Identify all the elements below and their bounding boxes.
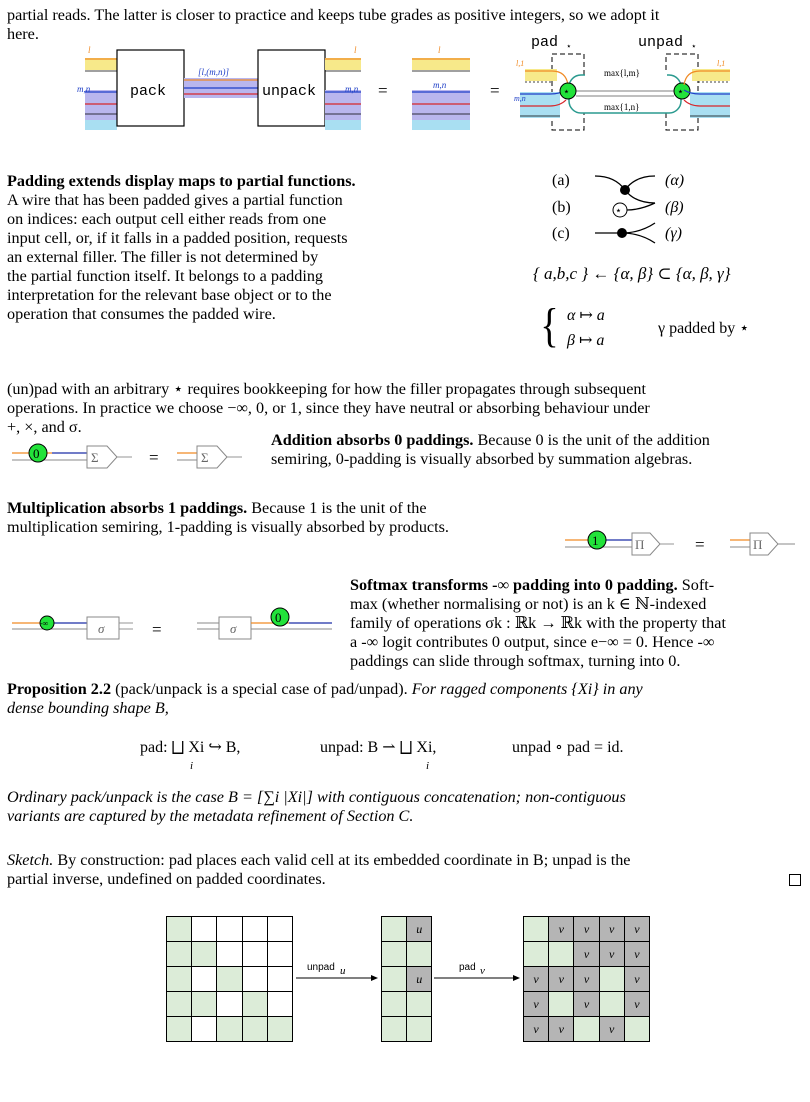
proposition-body-2: dense bounding shape B, [7, 699, 169, 717]
padding-line-3: input cell, or, if it falls in a padded position, requests [7, 229, 348, 247]
grid-cell: v [573, 966, 599, 992]
proposition-label: Proposition 2.2 [7, 680, 112, 698]
grid-cell [191, 916, 217, 942]
unpack-label: unpack [262, 83, 317, 100]
padding-paragraph [7, 172, 390, 324]
svg-text:⋆: ⋆ [563, 86, 570, 98]
grid-cell [573, 1016, 599, 1042]
addition-text [271, 431, 802, 450]
grid-arrows [0, 950, 810, 1010]
padding-heading: Padding extends display maps to partial functions. [7, 172, 356, 190]
max-lm-label: max{l,m} [604, 68, 640, 78]
grid-cell [267, 1016, 293, 1042]
unpad-star-sub: ⋆ [691, 41, 697, 51]
gamma-padded: γ padded by ⋆ [658, 320, 750, 337]
grid-cell: v [573, 916, 599, 942]
softmax-line-3: a -∞ logit contributes 0 output, since e−∞ = 0. Hence -∞ [350, 633, 715, 651]
grid-cell: v [599, 941, 625, 967]
grid-cell: u [406, 916, 432, 942]
intro-line-1: partial reads. The latter is closer to practice and keeps tube grades as positive integers, so we adopt it [7, 6, 660, 24]
middle-lmn-label: [l,(m,n)] [198, 67, 229, 77]
pack-label: pack [130, 83, 167, 100]
unpad-l1-label: l,1 [717, 59, 726, 68]
grid-cell: v [548, 966, 574, 992]
svg-text:⋆: ⋆ [677, 86, 684, 98]
grid-cell [406, 1016, 432, 1042]
grid-cell: v [599, 916, 625, 942]
grid-cell: v [523, 966, 549, 992]
multiplication-diagram [560, 525, 810, 565]
unpack-l-label: l [354, 45, 357, 55]
svg-text:0: 0 [33, 446, 40, 461]
unpad-line-1: (un)pad with an arbitrary ⋆ requires bookkeeping for how the filler propagates through subsequent [7, 380, 647, 398]
grid-cell [166, 916, 192, 942]
grid-cell [191, 1016, 217, 1042]
grid-cell [166, 1016, 192, 1042]
grid-cell: v [624, 991, 650, 1017]
left-l-label: l [88, 45, 91, 55]
multiplication-line-2: multiplication semiring, 1-padding is visually absorbed by products. [7, 518, 449, 536]
multiplication-equals: = [695, 535, 705, 554]
svg-text:-∞: -∞ [40, 619, 49, 628]
padding-line-6: interpretation for the relevant base object or to the [7, 286, 332, 304]
addition-equals: = [149, 448, 159, 467]
svg-text:Σ: Σ [201, 450, 209, 465]
multiplication-heading: Multiplication absorbs 1 paddings. [7, 499, 248, 517]
softmax-soft: Soft- [681, 576, 715, 594]
proposition-paren: (pack/unpack is a special case of pad/unpad). [115, 680, 408, 698]
brace: { [540, 299, 559, 352]
proposition-body-1: For ragged components {Xi} in any [411, 680, 643, 698]
equals-2: = [490, 81, 500, 100]
qed-box [789, 874, 801, 886]
grid-cell: u [406, 966, 432, 992]
softmax-diagram [7, 605, 337, 645]
padding-line-1: A wire that has been padded gives a partial function [7, 191, 343, 209]
grid-cell: v [548, 1016, 574, 1042]
equation-unpad: unpad: B ⇀ ⨆ Xi, [320, 739, 437, 756]
equation-sub-i-1: i [190, 760, 194, 772]
softmax-line-2: family of operations σk : ℝk → ℝk with the property that [350, 614, 726, 632]
equation-pad: pad: ⨆ Xi ↪ B, [140, 739, 241, 756]
grid-cell [624, 1016, 650, 1042]
grid-cell: v [624, 966, 650, 992]
softmax-line-1: max (whether normalising or not) is an k ∈ ℕ-indexed [350, 595, 707, 613]
mapping-line: { a,b,c } ← {α, β} ⊂ {α, β, γ} [533, 264, 731, 283]
unpad-line-2: operations. In practice we choose −∞, 0, or 1, since they have neutral or absorbing behaviour under [7, 399, 650, 417]
pad-v-sub: v [480, 965, 485, 977]
softmax-text [350, 576, 802, 671]
svg-text:⋆: ⋆ [615, 205, 622, 217]
grid-cell [381, 916, 407, 942]
equation-sub-i-2: i [426, 760, 430, 772]
sketch-label: Sketch. [7, 851, 54, 869]
grid-cell: v [523, 991, 549, 1017]
grid-cell [267, 916, 293, 942]
addition-line-1: Because 0 is the unit of the addition [477, 431, 710, 449]
identity-mn-label: m,n [433, 80, 447, 90]
unpad-u-label: unpad [307, 962, 335, 973]
grid-cell [523, 916, 549, 942]
ordinary-line-2: variants are captured by the metadata refinement of Section C. [7, 807, 414, 825]
identity-l-label: l [438, 45, 441, 55]
softmax-line-4: paddings can slide through softmax, turning into 0. [350, 652, 681, 670]
unpad-line-3: +, ×, and σ. [7, 418, 82, 436]
proposition-line-1 [7, 680, 802, 699]
multiplication-line-1: Because 1 is the unit of the [251, 499, 427, 517]
max-1n-label: max{1,n} [604, 102, 640, 112]
grid-cell: v [624, 916, 650, 942]
addition-diagram [7, 433, 267, 473]
unpack-mn-label: m,n [345, 84, 359, 94]
grid-cell [242, 916, 268, 942]
softmax-heading: Softmax transforms -∞ padding into 0 padding. [350, 576, 678, 594]
sketch-text-1: By construction: pad places each valid cell at its embedded coordinate in B; unpad is the [57, 851, 631, 869]
softmax-equals: = [152, 620, 162, 639]
addition-line-2: semiring, 0-padding is visually absorbed by summation algebras. [271, 450, 693, 468]
grid-cell: v [548, 916, 574, 942]
pad-l1-label: l,1 [516, 59, 525, 68]
sketch-line-2: partial inverse, undefined on padded coordinates. [7, 870, 326, 888]
svg-text:σ: σ [230, 621, 237, 636]
grid-cell [242, 1016, 268, 1042]
multiplication-text [7, 499, 547, 518]
grid-cell [216, 1016, 242, 1042]
padding-line-5: the partial function itself. It belongs to a padding [7, 267, 324, 285]
grid-cell: v [573, 941, 599, 967]
padding-line-4: an external filler. The filler is not determined by [7, 248, 319, 266]
beta-map: β ↦ a [567, 332, 605, 349]
pad-star-sub: ⋆ [566, 41, 572, 51]
padding-line-2: on indices: each output cell either reads from one [7, 210, 327, 228]
pad-v-label: pad [459, 962, 476, 973]
identity-wires [412, 58, 470, 130]
svg-text:Π: Π [753, 537, 763, 552]
label-alpha: (α) [665, 172, 685, 189]
svg-text:Σ: Σ [91, 450, 99, 465]
label-gamma: (γ) [665, 225, 682, 242]
pad-mn-label: m,n [514, 94, 526, 103]
label-c: (c) [552, 225, 570, 242]
intro-line-2: here. [7, 25, 39, 43]
node-a [620, 185, 630, 195]
grid-cell: v [599, 1016, 625, 1042]
padding-line-7: operation that consumes the padded wire. [7, 305, 276, 323]
unpad-u-sub: u [340, 965, 346, 977]
left-mn-label: m,n [77, 84, 91, 94]
grid-cell [216, 916, 242, 942]
svg-text:σ: σ [98, 621, 105, 636]
ordinary-line-1: Ordinary pack/unpack is the case B = [∑i |Xi|] with contiguous concatenation; non-contiguous [7, 788, 626, 806]
addition-heading: Addition absorbs 0 paddings. [271, 431, 474, 449]
unpad-star-label: unpad [638, 34, 684, 51]
pad-star-label: pad [531, 34, 559, 51]
svg-text:1: 1 [592, 533, 599, 548]
grid-cell [381, 1016, 407, 1042]
grid-cell: v [573, 991, 599, 1017]
unpack-output-wires [325, 58, 361, 130]
equals-1: = [378, 81, 388, 100]
pack-unpack-figure [0, 28, 810, 148]
label-beta: (β) [665, 199, 684, 216]
sketch-line-1 [7, 851, 802, 870]
svg-text:Π: Π [635, 537, 645, 552]
label-a: (a) [552, 172, 570, 189]
equation-id: unpad ∘ pad = id. [512, 739, 624, 756]
left-wire-bundle [85, 58, 117, 130]
grid-cell: v [523, 1016, 549, 1042]
grid-cell: v [624, 941, 650, 967]
svg-text:0: 0 [275, 610, 282, 625]
label-b: (b) [552, 199, 571, 216]
alpha-map: α ↦ a [567, 307, 605, 324]
